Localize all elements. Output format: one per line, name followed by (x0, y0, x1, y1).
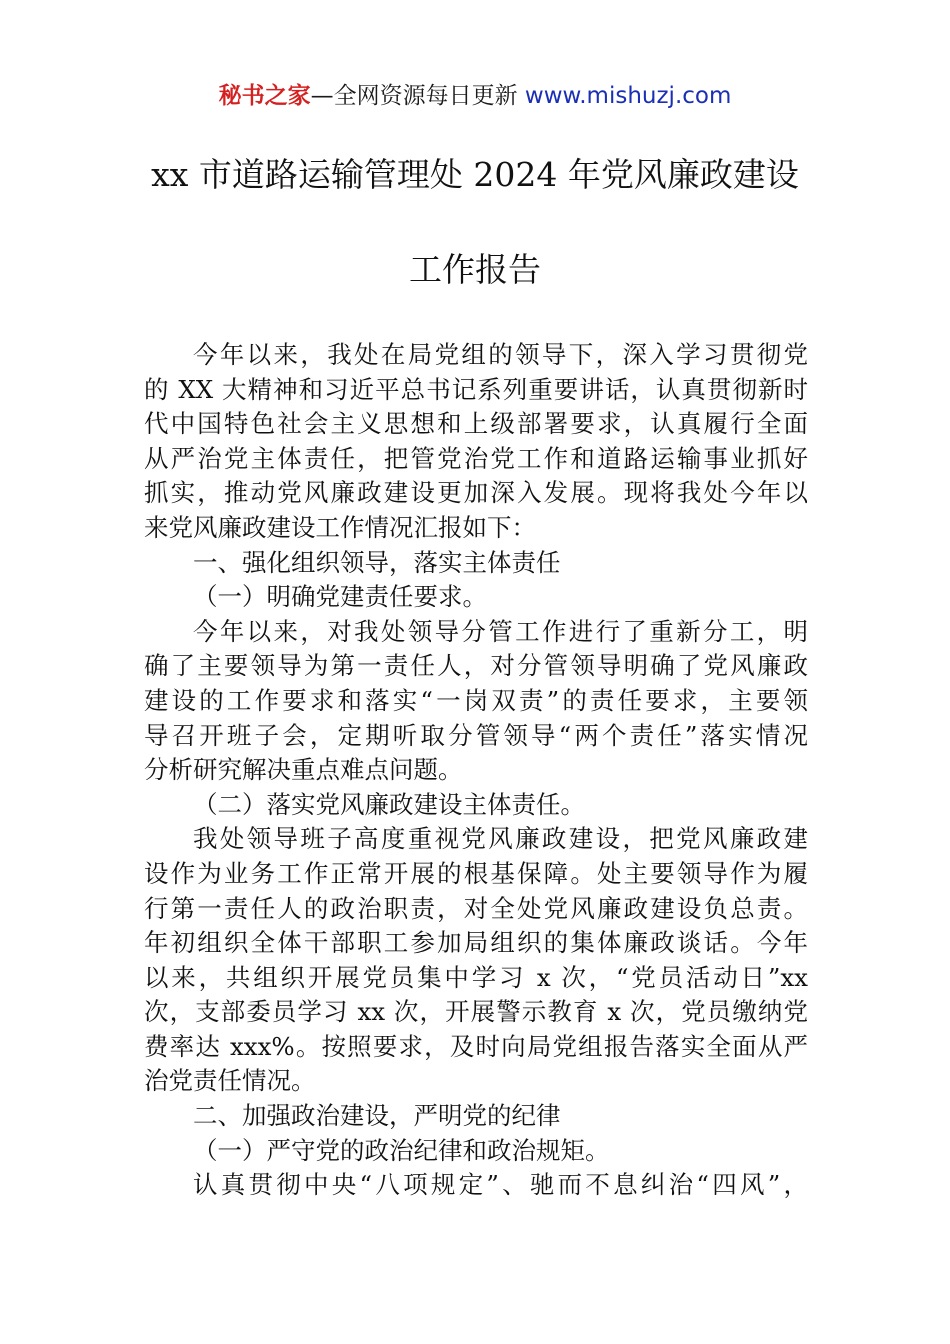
body-line: 抓实，推动党风廉政建设更加深入发展。现将我处今年以 (144, 478, 808, 508)
body-line: 以来，共组织开展党员集中学习 x 次，“党员活动日”xx (144, 962, 808, 992)
site-tagline: —全网资源每日更新 (310, 83, 525, 109)
body-line: 导召开班子会，定期听取分管领导“两个责任”落实情况 (144, 720, 808, 750)
body-line: 确了主要领导为第一责任人，对分管领导明确了党风廉政 (144, 651, 808, 681)
body-line: 今年以来，我处在局党组的领导下，深入学习贯彻党 (193, 340, 808, 369)
body-line: 年初组织全体干部职工参加局组织的集体廉政谈话。今年 (144, 928, 808, 958)
body-line: 代中国特色社会主义思想和上级部署要求，认真履行全面 (144, 409, 808, 439)
subsection-heading: （二）落实党风廉政建设主体责任。 (193, 789, 585, 819)
body-line: 费率达 xxx%。按照要求，及时向局党组报告落实全面从严 (144, 1031, 808, 1061)
subsection-heading: （一）严守党的政治纪律和政治规矩。 (193, 1135, 610, 1165)
body-line: 设作为业务工作正常开展的根基保障。处主要领导作为履 (144, 858, 808, 888)
body-line: 的 XX 大精神和习近平总书记系列重要讲话，认真贯彻新时 (144, 374, 808, 404)
site-header (0, 80, 950, 112)
section-heading: 二、加强政治建设，严明党的纪律 (193, 1101, 561, 1131)
section-heading: 一、强化组织领导，落实主体责任 (193, 547, 561, 577)
body-line: 治党责任情况。 (144, 1066, 316, 1096)
site-url-link[interactable]: www.mishuzj.com (524, 83, 732, 109)
subsection-heading: （一）明确党建责任要求。 (193, 582, 487, 612)
body-line: 我处领导班子高度重视党风廉政建设，把党风廉政建 (193, 824, 808, 854)
body-line: 从严治党主体责任，把管党治党工作和道路运输事业抓好 (144, 443, 808, 473)
document-body (144, 338, 808, 1203)
document-title-line-2: 工作报告 (409, 250, 541, 289)
body-line: 今年以来，对我处领导分管工作进行了重新分工，明 (193, 616, 808, 646)
body-line: 行第一责任人的政治职责，对全处党风廉政建设负总责。 (144, 893, 808, 923)
body-line: 次，支部委员学习 xx 次，开展警示教育 x 次，党员缴纳党 (144, 997, 808, 1027)
body-line: 认真贯彻中央“八项规定”、驰而不息纠治“四风”， (193, 1170, 808, 1200)
body-line: 来党风廉政建设工作情况汇报如下： (144, 512, 536, 542)
body-line: 分析研究解决重点难点问题。 (144, 755, 463, 785)
body-line: 建设的工作要求和落实“一岗双责”的责任要求，主要领 (144, 685, 808, 715)
document-title-line-1: xx 市道路运输管理处 2024 年党风廉政建设 (151, 155, 799, 194)
site-brand: 秘书之家 (218, 83, 311, 109)
